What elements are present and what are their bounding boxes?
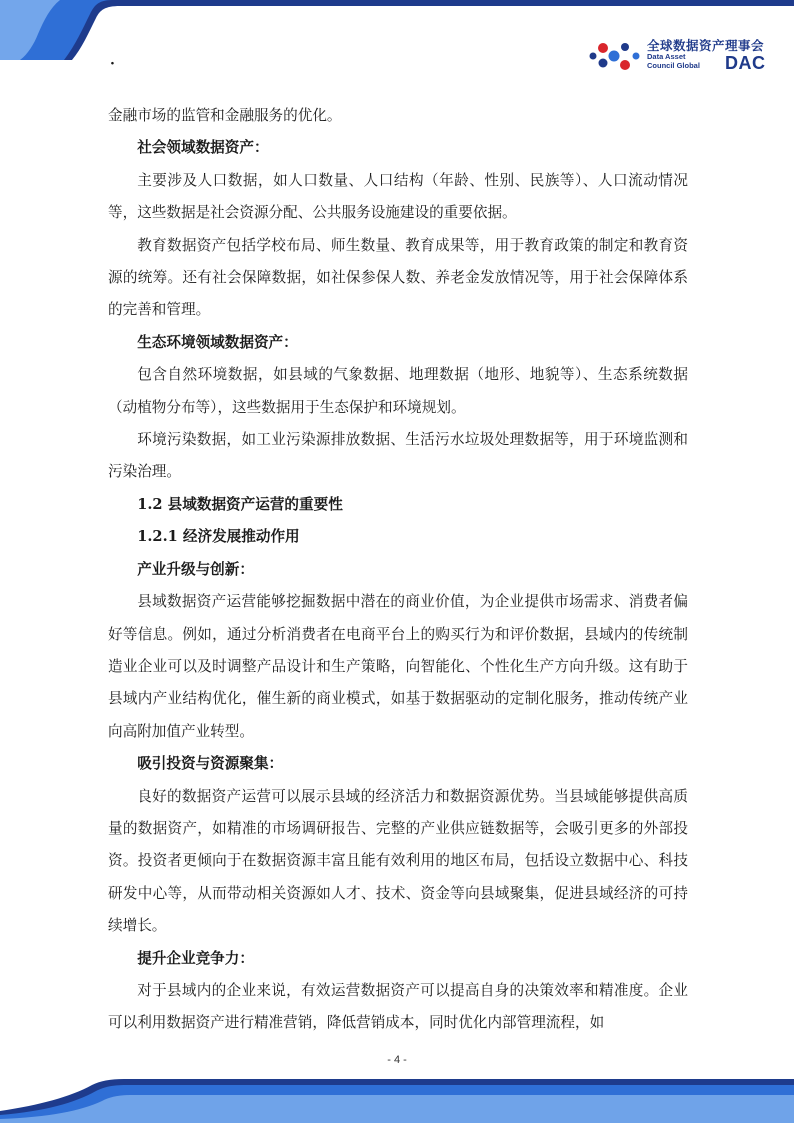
body-paragraph: 包含自然环境数据，如县域的气象数据、地理数据（地形、地貌等）、生态系统数据（动植物分布等），这些数据用于生态保护和环境规划。 [108,366,688,416]
section-heading: 产业升级与创新： [137,560,254,578]
footer-decoration [0,1075,794,1123]
logo-name-en [647,53,707,70]
logo-name-en-line1: Data Asset [647,52,686,61]
body-paragraph: 环境污染数据，如工业污染源排放数据、生活污水垃圾处理数据等，用于环境监测和污染治理。 [108,431,688,481]
body-paragraph: 教育数据资产包括学校布局、师生数量、教育成果等，用于教育政策的制定和教育资源的统筹。还有社会保障数据，如社保参保人数、养老金发放情况等，用于社会保障体系的完善和管理。 [108,236,688,319]
body-paragraph: 金融市场的监管和金融服务的优化。 [108,107,342,124]
header-marker: · [110,56,115,72]
logo-name-en-line2: Council Global [647,60,700,70]
dac-logo [585,36,785,76]
document-body [108,100,688,1040]
section-heading: 1.2 县域数据资产运营的重要性 [137,495,343,513]
section-heading: 社会领域数据资产： [137,139,269,157]
section-heading: 生态环境领域数据资产： [137,333,298,351]
page-number: - 4 - [387,1054,407,1066]
dac-molecule-icon [585,36,645,76]
section-heading: 1.2.1 经济发展推动作用 [137,528,300,546]
section-heading: 提升企业竞争力： [137,949,254,967]
body-paragraph: 县域数据资产运营能够挖掘数据中潜在的商业价值，为企业提供市场需求、消费者偏好等信息。例如，通过分析消费者在电商平台上的购买行为和评价数据，县域内的传统制造业企业可以及时调整产品设计和生产策略，向智能化、个性化生产方向升级。这有助于县域内产业结构优化，催生新的商业模式，如基于数据驱动的定制化服务，推动传统产业向高附加值产业转型。 [108,593,688,740]
body-paragraph: 主要涉及人口数据，如人口数量、人口结构（年龄、性别、民族等）、人口流动情况等，这些数据是社会资源分配、公共服务设施建设的重要依据。 [108,171,688,222]
section-heading: 吸引投资与资源聚集： [137,755,284,773]
body-paragraph: 良好的数据资产运营可以展示县域的经济活力和数据资源优势。当县域能够提供高质量的数据资产，如精准的市场调研报告、完整的产业供应链数据等，会吸引更多的外部投资。投资者更倾向于在数据资源丰富且能有效利用的地区布局，包括设立数据中心、科技研发中心等，从而带动相关资源如人才、技术、资金等向县域聚集，促进县域经济的可持续增长。 [108,787,688,935]
body-paragraph: 对于县域内的企业来说，有效运营数据资产可以提高自身的决策效率和精准度。企业可以利用数据资产进行精准营销，降低营销成本，同时优化内部管理流程，如 [108,981,688,1032]
logo-abbr: DAC [725,53,766,73]
logo-name-cn: 全球数据资产理事会 [647,38,765,53]
